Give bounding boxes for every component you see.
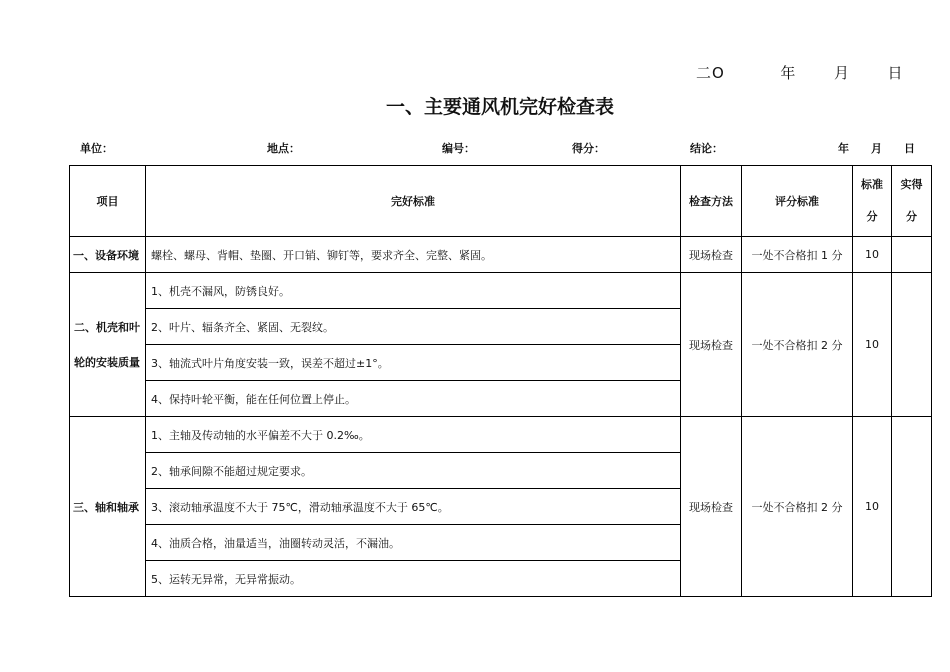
section-3-score: 10 bbox=[853, 417, 892, 597]
header-std-score bbox=[853, 166, 892, 237]
table-row bbox=[70, 273, 932, 309]
section-3-row-5: 5、运转无异常，无异常振动。 bbox=[146, 561, 681, 597]
section-1-method: 现场检查 bbox=[681, 237, 742, 273]
section-1-item: 一、设备环境 bbox=[70, 237, 146, 273]
header-standard: 完好标准 bbox=[146, 166, 681, 237]
section-1-score: 10 bbox=[853, 237, 892, 273]
section-2-row-2: 2、叶片、辐条齐全、紧固、无裂纹。 bbox=[146, 309, 681, 345]
section-2-actual[interactable] bbox=[892, 273, 932, 417]
table-header-row bbox=[70, 166, 932, 237]
header-actual-score-line2: 分 bbox=[906, 210, 917, 223]
section-2-scoring: 一处不合格扣 2 分 bbox=[742, 273, 853, 417]
section-1-actual[interactable] bbox=[892, 237, 932, 273]
unit-label: 单位： bbox=[80, 142, 113, 155]
score-label: 得分： bbox=[572, 142, 605, 155]
page-title: 一、主要通风机完好检查表 bbox=[385, 96, 614, 118]
header-scoring: 评分标准 bbox=[742, 166, 853, 237]
date-prefix: 二O bbox=[696, 64, 725, 82]
date-year: 年 bbox=[780, 64, 797, 82]
location-label: 地点： bbox=[267, 142, 300, 155]
header-method: 检查方法 bbox=[681, 166, 742, 237]
header-std-score-line2: 分 bbox=[866, 210, 878, 223]
section-2-row-1: 1、机壳不漏风，防锈良好。 bbox=[146, 273, 681, 309]
inspection-table bbox=[69, 165, 932, 597]
header-std-score-line1: 标准 bbox=[861, 178, 883, 191]
date-day: 日 bbox=[887, 64, 904, 82]
section-3-row-3: 3、滚动轴承温度不大于 75℃，滑动轴承温度不大于 65℃。 bbox=[146, 489, 681, 525]
section-3-item: 三、轴和轴承 bbox=[70, 417, 146, 597]
header-item: 项目 bbox=[70, 166, 146, 237]
section-3-row-2: 2、轴承间隙不能超过规定要求。 bbox=[146, 453, 681, 489]
info-day: 日 bbox=[904, 142, 915, 155]
header-actual-score-line1: 实得 bbox=[900, 178, 923, 191]
number-label: 编号： bbox=[442, 142, 475, 155]
section-1-scoring: 一处不合格扣 1 分 bbox=[742, 237, 853, 273]
section-2-row-3: 3、轴流式叶片角度安装一致，误差不超过±1°。 bbox=[146, 345, 681, 381]
section-2-method: 现场检查 bbox=[681, 273, 742, 417]
table-row bbox=[70, 417, 932, 453]
section-2-item: 二、机壳和叶轮的安装质量 bbox=[70, 273, 146, 417]
section-2-row-4: 4、保持叶轮平衡，能在任何位置上停止。 bbox=[146, 381, 681, 417]
section-2-score: 10 bbox=[853, 273, 892, 417]
info-month: 月 bbox=[871, 142, 882, 155]
header-actual-score bbox=[892, 166, 932, 237]
info-year: 年 bbox=[838, 142, 849, 155]
section-3-scoring: 一处不合格扣 2 分 bbox=[742, 417, 853, 597]
section-3-row-1: 1、主轴及传动轴的水平偏差不大于 0.2‰。 bbox=[146, 417, 681, 453]
section-3-row-4: 4、油质合格，油量适当，油圈转动灵活，不漏油。 bbox=[146, 525, 681, 561]
section-3-actual[interactable] bbox=[892, 417, 932, 597]
table-row bbox=[70, 237, 932, 273]
section-1-row-1: 螺栓、螺母、背帽、垫圈、开口销、铆钉等，要求齐全、完整、紧固。 bbox=[146, 237, 681, 273]
date-header bbox=[696, 62, 904, 83]
section-3-method: 现场检查 bbox=[681, 417, 742, 597]
conclusion-label: 结论： bbox=[690, 142, 723, 155]
date-month: 月 bbox=[833, 64, 850, 82]
